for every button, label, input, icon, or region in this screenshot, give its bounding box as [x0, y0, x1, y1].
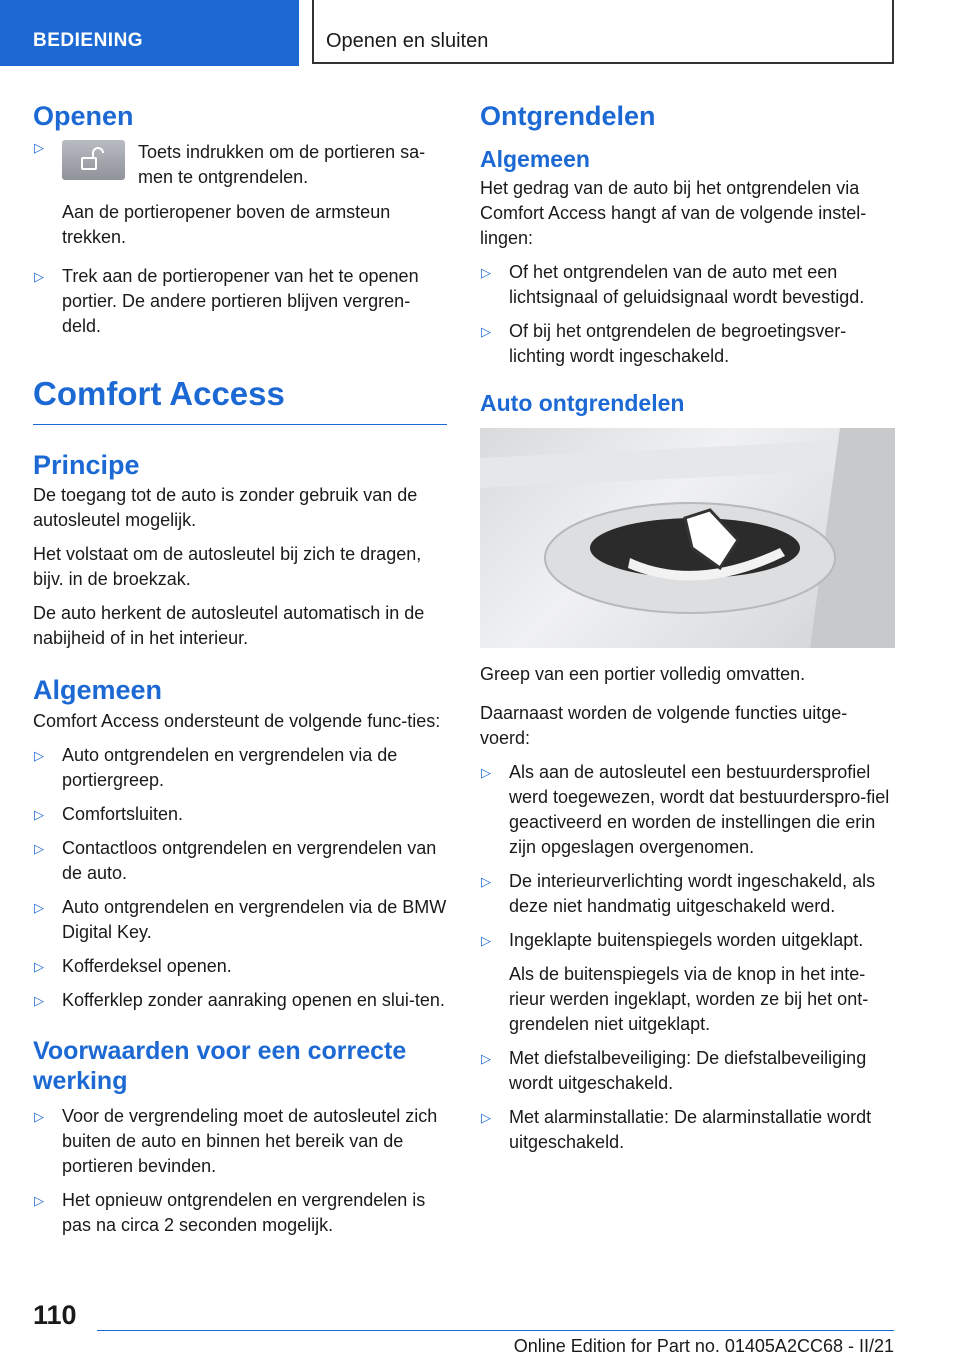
footer-edition: Online Edition for Part no. 01405A2CC68 - II/21 — [513, 1336, 894, 1356]
list-item — [480, 760, 895, 860]
unlock-button-icon — [62, 140, 125, 180]
bullet-icon: ▷ — [34, 899, 44, 915]
left-column — [33, 100, 447, 1247]
list-item — [33, 264, 447, 339]
list-item — [33, 954, 447, 979]
header-section-label: BEDIENING — [33, 30, 144, 51]
list-item — [33, 836, 447, 886]
list-item — [33, 140, 447, 192]
footer-divider — [97, 1330, 894, 1331]
list-item-text: Trek aan de portieropener van het te openen portier. De andere portieren blijven vergren-deld. — [62, 266, 419, 337]
bullet-icon: ▷ — [481, 873, 491, 889]
list-item-text: Ingeklapte buitenspiegels worden uitgeklapt. — [509, 929, 864, 950]
list-item-text: Comfortsluiten. — [62, 803, 184, 824]
bullet-icon: ▷ — [34, 806, 44, 822]
bullet-icon: ▷ — [481, 1109, 491, 1125]
auto-ontgrendelen-heading: Auto ontgrendelen — [480, 389, 685, 416]
bullet-icon: ▷ — [34, 840, 44, 856]
bullet-icon: ▷ — [481, 323, 491, 339]
list-item — [33, 988, 447, 1013]
page-number: 110 — [33, 1300, 77, 1330]
list-item-text: Of bij het ontgrendelen de begroetingsver-lichting wordt ingeschakeld. — [509, 320, 847, 366]
list-item-text: Of het ontgrendelen van de auto met een lichtsignaal of geluidsignaal wordt bevestigd. — [509, 261, 865, 307]
paragraph: Daarnaast worden de volgende functies uitge-voerd: — [480, 702, 848, 748]
list-item-subtext: Aan de portieropener boven de armsteun trekken. — [62, 202, 391, 248]
photo-caption: Greep van een portier volledig omvatten. — [480, 663, 806, 684]
list-item-text: Kofferklep zonder aanraking openen en slui-ten. — [62, 989, 445, 1010]
list-item-text: De interieurverlichting wordt ingeschakeld, als deze niet handmatig uitgeschakeld werd. — [509, 870, 876, 916]
list-item-text: Auto ontgrendelen en vergrendelen via de portiergreep. — [62, 744, 398, 790]
bullet-icon: ▷ — [481, 264, 491, 280]
openen-heading: Openen — [33, 101, 134, 131]
list-item — [33, 1104, 447, 1179]
list-item-text: Als aan de autosleutel een bestuurdersprofiel werd toegewezen, wordt dat bestuurderspro-fiel geactiveerd en worden de instellingen die erin zijn opgeslagen overgenomen. — [509, 761, 890, 857]
bullet-icon: ▷ — [481, 764, 491, 780]
list-item — [33, 895, 447, 945]
header-section-tab — [0, 0, 299, 66]
list-item — [33, 802, 447, 827]
list-item-text: Met diefstalbeveiliging: De diefstalbeveiliging wordt uitgeschakeld. — [509, 1047, 867, 1093]
list-item — [480, 319, 895, 369]
list-item — [480, 1046, 895, 1096]
list-item-text: Voor de vergrendeling moet de autosleutel zich buiten de auto en binnen het bereik van de portieren bevinden. — [62, 1105, 438, 1176]
list-item — [480, 260, 895, 310]
list-item-text: Auto ontgrendelen en vergrendelen via de BMW Digital Key. — [62, 896, 447, 942]
door-handle-photo — [480, 428, 895, 648]
principe-heading: Principe — [33, 449, 140, 480]
paragraph: Het volstaat om de autosleutel bij zich te dragen, bijv. in de broekzak. — [33, 544, 422, 590]
header-title: Openen en sluiten — [326, 30, 489, 52]
bullet-icon: ▷ — [34, 140, 44, 156]
list-item — [480, 1105, 895, 1155]
right-column — [480, 100, 895, 1164]
list-item-text: Kofferdeksel openen. — [62, 955, 232, 976]
comfort-access-heading: Comfort Access — [33, 374, 447, 425]
list-item-subtext: Als de buitenspiegels via de knop in het inte-rieur werden ingeklapt, worden ze bij het ont-grendelen niet uitgeklapt. — [509, 963, 869, 1034]
bullet-icon: ▷ — [34, 992, 44, 1008]
paragraph: De auto herkent de autosleutel automatisch in de nabijheid of in het interieur. — [33, 603, 425, 649]
header-title-box — [312, 0, 894, 64]
voorwaarden-heading: Voorwaarden voor een correcte werking — [33, 1036, 407, 1095]
list-item-text: Contactloos ontgrendelen en vergrendelen van de auto. — [62, 837, 437, 883]
bullet-icon: ▷ — [34, 958, 44, 974]
bullet-icon: ▷ — [34, 747, 44, 763]
paragraph: Het gedrag van de auto bij het ontgrendelen via Comfort Access hangt af van de volgende instel-lingen: — [480, 177, 867, 248]
list-item — [33, 743, 447, 793]
paragraph: De toegang tot de auto is zonder gebruik van de autosleutel mogelijk. — [33, 485, 418, 531]
algemeen-heading: Algemeen — [33, 675, 163, 706]
ontgrendelen-heading: Ontgrendelen — [480, 101, 656, 131]
bullet-icon: ▷ — [481, 1050, 491, 1066]
list-item — [480, 869, 895, 919]
paragraph: Comfort Access ondersteunt de volgende func-ties: — [33, 710, 441, 731]
bullet-icon: ▷ — [34, 1192, 44, 1208]
list-item — [33, 1188, 447, 1238]
list-item — [480, 928, 895, 953]
bullet-icon: ▷ — [34, 269, 44, 285]
algemeen-subheading: Algemeen — [480, 146, 590, 173]
bullet-icon: ▷ — [481, 932, 491, 948]
bullet-icon: ▷ — [34, 1108, 44, 1124]
list-item-text: Met alarminstallatie: De alarminstallatie wordt uitgeschakeld. — [509, 1106, 872, 1152]
list-item-text: Het opnieuw ontgrendelen en vergrendelen is pas na circa 2 seconden mogelijk. — [62, 1189, 426, 1235]
list-item-text: Toets indrukken om de portieren sa-men te ontgrendelen. — [138, 142, 426, 188]
